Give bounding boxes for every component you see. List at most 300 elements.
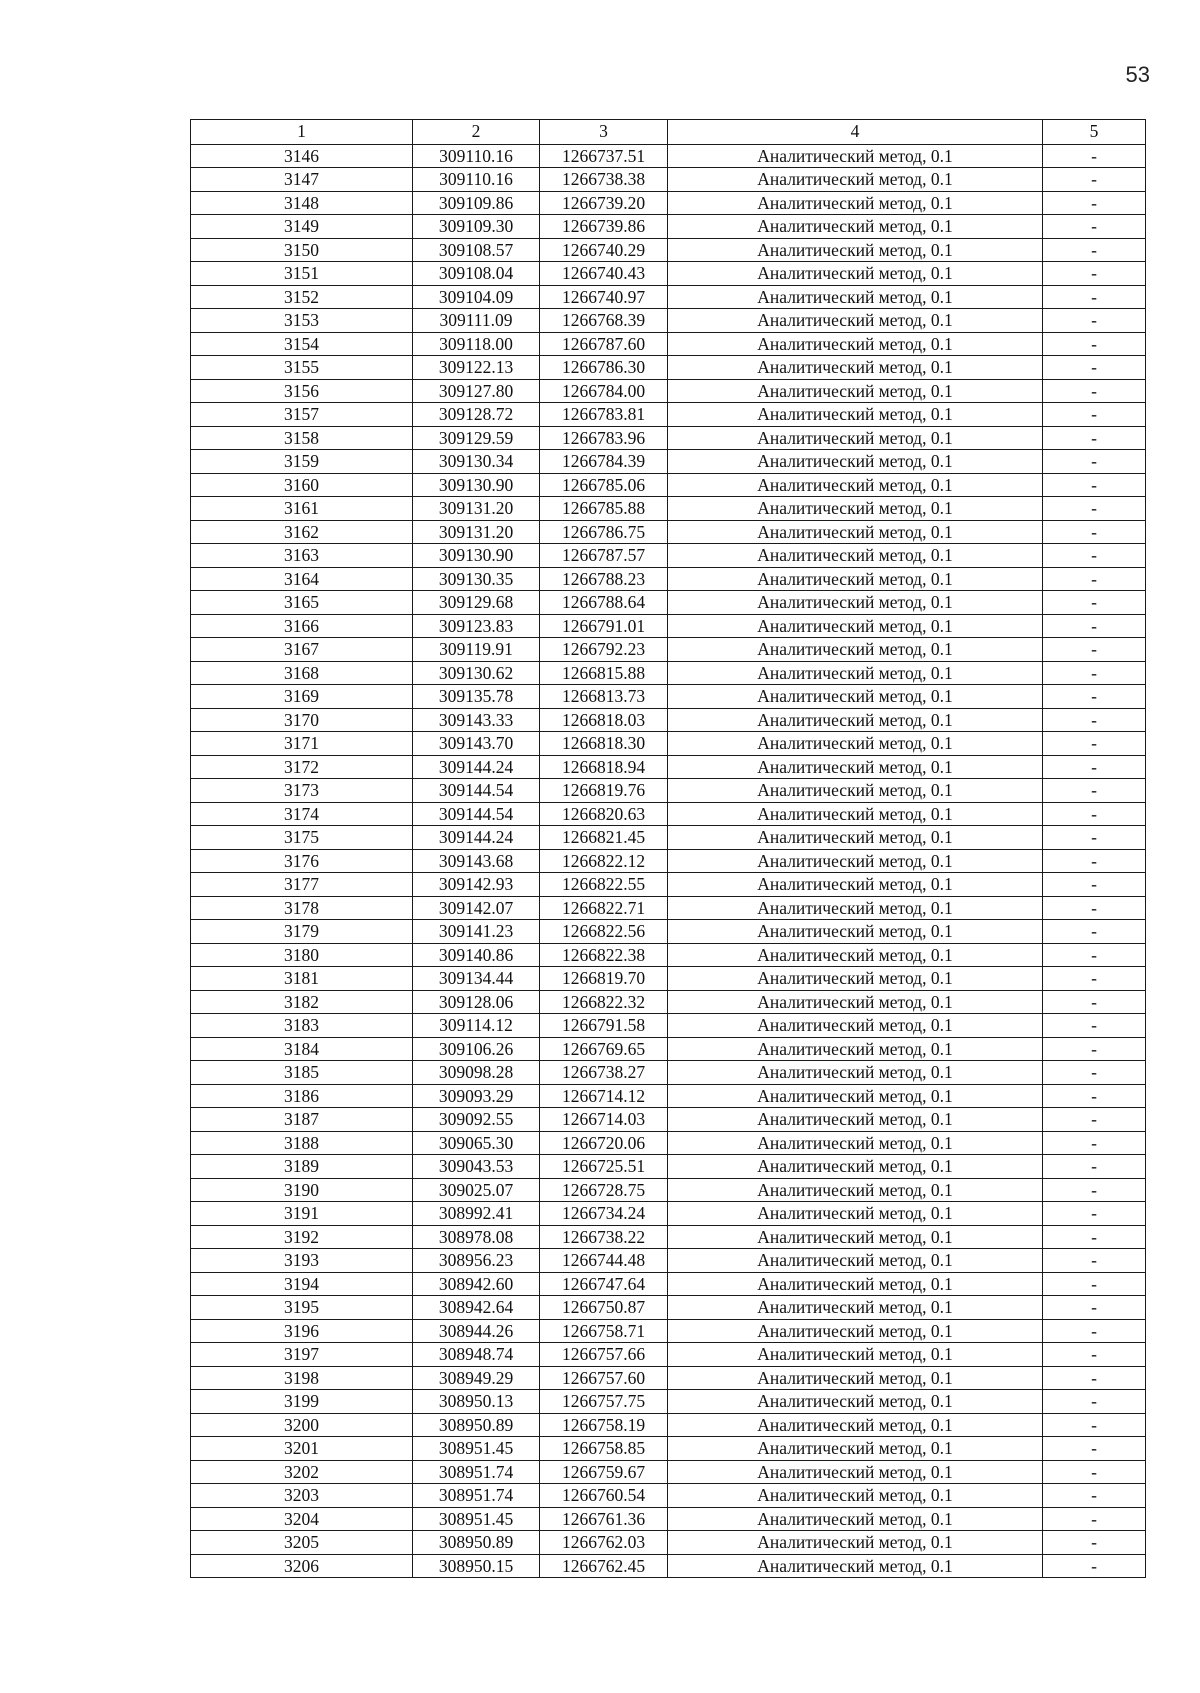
x-coordinate-cell: 309093.29 [413, 1084, 540, 1108]
point-number-cell: 3190 [191, 1178, 413, 1202]
note-cell: - [1043, 1249, 1146, 1273]
note-cell: - [1043, 262, 1146, 286]
y-coordinate-cell: 1266758.85 [540, 1437, 668, 1461]
table-row [191, 1014, 1146, 1038]
x-coordinate-cell: 308951.45 [413, 1437, 540, 1461]
x-coordinate-cell: 308950.89 [413, 1531, 540, 1555]
y-coordinate-cell: 1266821.45 [540, 826, 668, 850]
y-coordinate-cell: 1266740.97 [540, 285, 668, 309]
point-number-cell: 3191 [191, 1202, 413, 1226]
method-cell: Аналитический метод, 0.1 [668, 732, 1043, 756]
point-number-cell: 3193 [191, 1249, 413, 1273]
note-cell: - [1043, 638, 1146, 662]
y-coordinate-cell: 1266737.51 [540, 144, 668, 168]
x-coordinate-cell: 309118.00 [413, 332, 540, 356]
x-coordinate-cell: 309130.35 [413, 567, 540, 591]
note-cell: - [1043, 1178, 1146, 1202]
y-coordinate-cell: 1266784.39 [540, 450, 668, 474]
table-row [191, 1296, 1146, 1320]
note-cell: - [1043, 567, 1146, 591]
method-cell: Аналитический метод, 0.1 [668, 1084, 1043, 1108]
table-body [191, 120, 1146, 1578]
x-coordinate-cell: 309144.24 [413, 826, 540, 850]
y-coordinate-cell: 1266813.73 [540, 685, 668, 709]
table-row [191, 896, 1146, 920]
method-cell: Аналитический метод, 0.1 [668, 1554, 1043, 1578]
y-coordinate-cell: 1266762.45 [540, 1554, 668, 1578]
y-coordinate-cell: 1266740.43 [540, 262, 668, 286]
y-coordinate-cell: 1266785.88 [540, 497, 668, 521]
header-row [191, 120, 1146, 145]
method-cell: Аналитический метод, 0.1 [668, 403, 1043, 427]
table-row [191, 450, 1146, 474]
point-number-cell: 3181 [191, 967, 413, 991]
table-row [191, 661, 1146, 685]
y-coordinate-cell: 1266792.23 [540, 638, 668, 662]
table-row [191, 990, 1146, 1014]
table-row [191, 403, 1146, 427]
note-cell: - [1043, 379, 1146, 403]
point-number-cell: 3171 [191, 732, 413, 756]
method-cell: Аналитический метод, 0.1 [668, 755, 1043, 779]
method-cell: Аналитический метод, 0.1 [668, 379, 1043, 403]
point-number-cell: 3157 [191, 403, 413, 427]
method-cell: Аналитический метод, 0.1 [668, 262, 1043, 286]
point-number-cell: 3172 [191, 755, 413, 779]
note-cell: - [1043, 732, 1146, 756]
x-coordinate-cell: 309092.55 [413, 1108, 540, 1132]
y-coordinate-cell: 1266822.55 [540, 873, 668, 897]
method-cell: Аналитический метод, 0.1 [668, 1460, 1043, 1484]
point-number-cell: 3153 [191, 309, 413, 333]
y-coordinate-cell: 1266822.32 [540, 990, 668, 1014]
method-cell: Аналитический метод, 0.1 [668, 1484, 1043, 1508]
x-coordinate-cell: 308951.74 [413, 1484, 540, 1508]
x-coordinate-cell: 309129.68 [413, 591, 540, 615]
table-row [191, 1131, 1146, 1155]
note-cell: - [1043, 755, 1146, 779]
method-cell: Аналитический метод, 0.1 [668, 332, 1043, 356]
y-coordinate-cell: 1266757.75 [540, 1390, 668, 1414]
note-cell: - [1043, 943, 1146, 967]
x-coordinate-cell: 308951.45 [413, 1507, 540, 1531]
y-coordinate-cell: 1266822.71 [540, 896, 668, 920]
point-number-cell: 3206 [191, 1554, 413, 1578]
method-cell: Аналитический метод, 0.1 [668, 238, 1043, 262]
table-row [191, 1202, 1146, 1226]
header-cell-1: 1 [191, 120, 413, 145]
table-row [191, 1061, 1146, 1085]
point-number-cell: 3155 [191, 356, 413, 380]
table-row [191, 779, 1146, 803]
point-number-cell: 3205 [191, 1531, 413, 1555]
table-row [191, 168, 1146, 192]
table-row [191, 967, 1146, 991]
table-row [191, 638, 1146, 662]
table-row [191, 920, 1146, 944]
x-coordinate-cell: 309131.20 [413, 497, 540, 521]
y-coordinate-cell: 1266769.65 [540, 1037, 668, 1061]
y-coordinate-cell: 1266815.88 [540, 661, 668, 685]
point-number-cell: 3167 [191, 638, 413, 662]
x-coordinate-cell: 309025.07 [413, 1178, 540, 1202]
x-coordinate-cell: 309143.33 [413, 708, 540, 732]
x-coordinate-cell: 309110.16 [413, 144, 540, 168]
method-cell: Аналитический метод, 0.1 [668, 168, 1043, 192]
x-coordinate-cell: 308942.60 [413, 1272, 540, 1296]
y-coordinate-cell: 1266819.70 [540, 967, 668, 991]
method-cell: Аналитический метод, 0.1 [668, 1037, 1043, 1061]
x-coordinate-cell: 309119.91 [413, 638, 540, 662]
y-coordinate-cell: 1266785.06 [540, 473, 668, 497]
table-row [191, 379, 1146, 403]
point-number-cell: 3194 [191, 1272, 413, 1296]
x-coordinate-cell: 309114.12 [413, 1014, 540, 1038]
method-cell: Аналитический метод, 0.1 [668, 450, 1043, 474]
table-row [191, 755, 1146, 779]
y-coordinate-cell: 1266734.24 [540, 1202, 668, 1226]
method-cell: Аналитический метод, 0.1 [668, 144, 1043, 168]
y-coordinate-cell: 1266786.30 [540, 356, 668, 380]
table-row [191, 1108, 1146, 1132]
table-row [191, 591, 1146, 615]
method-cell: Аналитический метод, 0.1 [668, 1507, 1043, 1531]
method-cell: Аналитический метод, 0.1 [668, 967, 1043, 991]
note-cell: - [1043, 1225, 1146, 1249]
x-coordinate-cell: 309144.24 [413, 755, 540, 779]
table-row [191, 332, 1146, 356]
y-coordinate-cell: 1266738.22 [540, 1225, 668, 1249]
y-coordinate-cell: 1266758.71 [540, 1319, 668, 1343]
note-cell: - [1043, 356, 1146, 380]
y-coordinate-cell: 1266822.56 [540, 920, 668, 944]
point-number-cell: 3186 [191, 1084, 413, 1108]
note-cell: - [1043, 1272, 1146, 1296]
point-number-cell: 3192 [191, 1225, 413, 1249]
y-coordinate-cell: 1266757.60 [540, 1366, 668, 1390]
note-cell: - [1043, 544, 1146, 568]
x-coordinate-cell: 309109.86 [413, 191, 540, 215]
y-coordinate-cell: 1266819.76 [540, 779, 668, 803]
note-cell: - [1043, 661, 1146, 685]
table-row [191, 520, 1146, 544]
table-row [191, 215, 1146, 239]
note-cell: - [1043, 802, 1146, 826]
method-cell: Аналитический метод, 0.1 [668, 1343, 1043, 1367]
x-coordinate-cell: 309111.09 [413, 309, 540, 333]
method-cell: Аналитический метод, 0.1 [668, 685, 1043, 709]
y-coordinate-cell: 1266788.64 [540, 591, 668, 615]
note-cell: - [1043, 1084, 1146, 1108]
note-cell: - [1043, 497, 1146, 521]
point-number-cell: 3185 [191, 1061, 413, 1085]
header-cell-5: 5 [1043, 120, 1146, 145]
point-number-cell: 3188 [191, 1131, 413, 1155]
point-number-cell: 3204 [191, 1507, 413, 1531]
x-coordinate-cell: 309122.13 [413, 356, 540, 380]
method-cell: Аналитический метод, 0.1 [668, 1249, 1043, 1273]
point-number-cell: 3146 [191, 144, 413, 168]
method-cell: Аналитический метод, 0.1 [668, 520, 1043, 544]
note-cell: - [1043, 450, 1146, 474]
x-coordinate-cell: 309043.53 [413, 1155, 540, 1179]
y-coordinate-cell: 1266820.63 [540, 802, 668, 826]
note-cell: - [1043, 1366, 1146, 1390]
x-coordinate-cell: 309098.28 [413, 1061, 540, 1085]
method-cell: Аналитический метод, 0.1 [668, 1202, 1043, 1226]
method-cell: Аналитический метод, 0.1 [668, 544, 1043, 568]
y-coordinate-cell: 1266762.03 [540, 1531, 668, 1555]
point-number-cell: 3187 [191, 1108, 413, 1132]
point-number-cell: 3150 [191, 238, 413, 262]
y-coordinate-cell: 1266787.57 [540, 544, 668, 568]
note-cell: - [1043, 1131, 1146, 1155]
x-coordinate-cell: 309140.86 [413, 943, 540, 967]
note-cell: - [1043, 426, 1146, 450]
point-number-cell: 3189 [191, 1155, 413, 1179]
table-row [191, 1084, 1146, 1108]
note-cell: - [1043, 920, 1146, 944]
table-row [191, 1272, 1146, 1296]
note-cell: - [1043, 967, 1146, 991]
note-cell: - [1043, 191, 1146, 215]
method-cell: Аналитический метод, 0.1 [668, 943, 1043, 967]
x-coordinate-cell: 309108.04 [413, 262, 540, 286]
note-cell: - [1043, 1390, 1146, 1414]
point-number-cell: 3175 [191, 826, 413, 850]
note-cell: - [1043, 285, 1146, 309]
method-cell: Аналитический метод, 0.1 [668, 920, 1043, 944]
method-cell: Аналитический метод, 0.1 [668, 1296, 1043, 1320]
table-row [191, 567, 1146, 591]
table-row [191, 1554, 1146, 1578]
point-number-cell: 3180 [191, 943, 413, 967]
point-number-cell: 3168 [191, 661, 413, 685]
x-coordinate-cell: 308950.15 [413, 1554, 540, 1578]
x-coordinate-cell: 309109.30 [413, 215, 540, 239]
x-coordinate-cell: 309131.20 [413, 520, 540, 544]
x-coordinate-cell: 309130.34 [413, 450, 540, 474]
note-cell: - [1043, 849, 1146, 873]
coordinates-table [190, 119, 1146, 1578]
table-row [191, 426, 1146, 450]
y-coordinate-cell: 1266791.58 [540, 1014, 668, 1038]
table-row [191, 309, 1146, 333]
note-cell: - [1043, 473, 1146, 497]
y-coordinate-cell: 1266739.86 [540, 215, 668, 239]
point-number-cell: 3195 [191, 1296, 413, 1320]
x-coordinate-cell: 308944.26 [413, 1319, 540, 1343]
x-coordinate-cell: 309127.80 [413, 379, 540, 403]
table-row [191, 238, 1146, 262]
y-coordinate-cell: 1266738.38 [540, 168, 668, 192]
point-number-cell: 3158 [191, 426, 413, 450]
y-coordinate-cell: 1266728.75 [540, 1178, 668, 1202]
table-row [191, 1343, 1146, 1367]
table-row [191, 849, 1146, 873]
y-coordinate-cell: 1266783.81 [540, 403, 668, 427]
table-row [191, 262, 1146, 286]
point-number-cell: 3151 [191, 262, 413, 286]
y-coordinate-cell: 1266750.87 [540, 1296, 668, 1320]
y-coordinate-cell: 1266783.96 [540, 426, 668, 450]
table-row [191, 191, 1146, 215]
point-number-cell: 3149 [191, 215, 413, 239]
method-cell: Аналитический метод, 0.1 [668, 708, 1043, 732]
method-cell: Аналитический метод, 0.1 [668, 779, 1043, 803]
method-cell: Аналитический метод, 0.1 [668, 426, 1043, 450]
method-cell: Аналитический метод, 0.1 [668, 1366, 1043, 1390]
method-cell: Аналитический метод, 0.1 [668, 1272, 1043, 1296]
table-row [191, 1366, 1146, 1390]
y-coordinate-cell: 1266747.64 [540, 1272, 668, 1296]
note-cell: - [1043, 1319, 1146, 1343]
note-cell: - [1043, 1202, 1146, 1226]
method-cell: Аналитический метод, 0.1 [668, 873, 1043, 897]
page-number: 53 [1125, 62, 1150, 87]
point-number-cell: 3154 [191, 332, 413, 356]
x-coordinate-cell: 308950.89 [413, 1413, 540, 1437]
method-cell: Аналитический метод, 0.1 [668, 896, 1043, 920]
x-coordinate-cell: 309142.07 [413, 896, 540, 920]
point-number-cell: 3147 [191, 168, 413, 192]
x-coordinate-cell: 309144.54 [413, 802, 540, 826]
header-cell-4: 4 [668, 120, 1043, 145]
point-number-cell: 3156 [191, 379, 413, 403]
table-row [191, 708, 1146, 732]
note-cell: - [1043, 332, 1146, 356]
point-number-cell: 3178 [191, 896, 413, 920]
note-cell: - [1043, 1531, 1146, 1555]
method-cell: Аналитический метод, 0.1 [668, 1178, 1043, 1202]
table-row [191, 285, 1146, 309]
note-cell: - [1043, 1108, 1146, 1132]
x-coordinate-cell: 308950.13 [413, 1390, 540, 1414]
table-row [191, 685, 1146, 709]
y-coordinate-cell: 1266761.36 [540, 1507, 668, 1531]
note-cell: - [1043, 591, 1146, 615]
method-cell: Аналитический метод, 0.1 [668, 215, 1043, 239]
note-cell: - [1043, 614, 1146, 638]
table-row [191, 943, 1146, 967]
note-cell: - [1043, 1484, 1146, 1508]
x-coordinate-cell: 309135.78 [413, 685, 540, 709]
table-row [191, 1437, 1146, 1461]
table-row [191, 1225, 1146, 1249]
y-coordinate-cell: 1266818.30 [540, 732, 668, 756]
note-cell: - [1043, 168, 1146, 192]
method-cell: Аналитический метод, 0.1 [668, 191, 1043, 215]
x-coordinate-cell: 309106.26 [413, 1037, 540, 1061]
x-coordinate-cell: 309128.06 [413, 990, 540, 1014]
x-coordinate-cell: 309134.44 [413, 967, 540, 991]
y-coordinate-cell: 1266768.39 [540, 309, 668, 333]
table-row [191, 1037, 1146, 1061]
point-number-cell: 3160 [191, 473, 413, 497]
note-cell: - [1043, 1037, 1146, 1061]
point-number-cell: 3201 [191, 1437, 413, 1461]
header-cell-3: 3 [540, 120, 668, 145]
x-coordinate-cell: 309129.59 [413, 426, 540, 450]
method-cell: Аналитический метод, 0.1 [668, 591, 1043, 615]
note-cell: - [1043, 779, 1146, 803]
point-number-cell: 3169 [191, 685, 413, 709]
method-cell: Аналитический метод, 0.1 [668, 1413, 1043, 1437]
table-row [191, 1484, 1146, 1508]
x-coordinate-cell: 309104.09 [413, 285, 540, 309]
y-coordinate-cell: 1266760.54 [540, 1484, 668, 1508]
x-coordinate-cell: 309141.23 [413, 920, 540, 944]
x-coordinate-cell: 309128.72 [413, 403, 540, 427]
y-coordinate-cell: 1266739.20 [540, 191, 668, 215]
point-number-cell: 3162 [191, 520, 413, 544]
table-row [191, 826, 1146, 850]
table-row [191, 144, 1146, 168]
point-number-cell: 3176 [191, 849, 413, 873]
method-cell: Аналитический метод, 0.1 [668, 1531, 1043, 1555]
note-cell: - [1043, 1554, 1146, 1578]
x-coordinate-cell: 308978.08 [413, 1225, 540, 1249]
y-coordinate-cell: 1266818.94 [540, 755, 668, 779]
note-cell: - [1043, 144, 1146, 168]
note-cell: - [1043, 1413, 1146, 1437]
point-number-cell: 3199 [191, 1390, 413, 1414]
table-row [191, 732, 1146, 756]
x-coordinate-cell: 308942.64 [413, 1296, 540, 1320]
x-coordinate-cell: 309144.54 [413, 779, 540, 803]
y-coordinate-cell: 1266788.23 [540, 567, 668, 591]
method-cell: Аналитический метод, 0.1 [668, 1155, 1043, 1179]
point-number-cell: 3179 [191, 920, 413, 944]
method-cell: Аналитический метод, 0.1 [668, 1131, 1043, 1155]
x-coordinate-cell: 309108.57 [413, 238, 540, 262]
method-cell: Аналитический метод, 0.1 [668, 802, 1043, 826]
y-coordinate-cell: 1266744.48 [540, 1249, 668, 1273]
note-cell: - [1043, 1460, 1146, 1484]
table-row [191, 1531, 1146, 1555]
point-number-cell: 3170 [191, 708, 413, 732]
note-cell: - [1043, 826, 1146, 850]
note-cell: - [1043, 896, 1146, 920]
x-coordinate-cell: 309110.16 [413, 168, 540, 192]
point-number-cell: 3165 [191, 591, 413, 615]
method-cell: Аналитический метод, 0.1 [668, 285, 1043, 309]
note-cell: - [1043, 1155, 1146, 1179]
point-number-cell: 3177 [191, 873, 413, 897]
table-row [191, 1319, 1146, 1343]
x-coordinate-cell: 309065.30 [413, 1131, 540, 1155]
method-cell: Аналитический метод, 0.1 [668, 849, 1043, 873]
table-row [191, 614, 1146, 638]
point-number-cell: 3184 [191, 1037, 413, 1061]
x-coordinate-cell: 308956.23 [413, 1249, 540, 1273]
method-cell: Аналитический метод, 0.1 [668, 567, 1043, 591]
x-coordinate-cell: 308948.74 [413, 1343, 540, 1367]
method-cell: Аналитический метод, 0.1 [668, 1108, 1043, 1132]
y-coordinate-cell: 1266822.38 [540, 943, 668, 967]
point-number-cell: 3198 [191, 1366, 413, 1390]
method-cell: Аналитический метод, 0.1 [668, 1061, 1043, 1085]
y-coordinate-cell: 1266738.27 [540, 1061, 668, 1085]
point-number-cell: 3202 [191, 1460, 413, 1484]
y-coordinate-cell: 1266758.19 [540, 1413, 668, 1437]
table-row [191, 473, 1146, 497]
table-row [191, 1507, 1146, 1531]
table-row [191, 497, 1146, 521]
y-coordinate-cell: 1266791.01 [540, 614, 668, 638]
method-cell: Аналитический метод, 0.1 [668, 1390, 1043, 1414]
note-cell: - [1043, 238, 1146, 262]
